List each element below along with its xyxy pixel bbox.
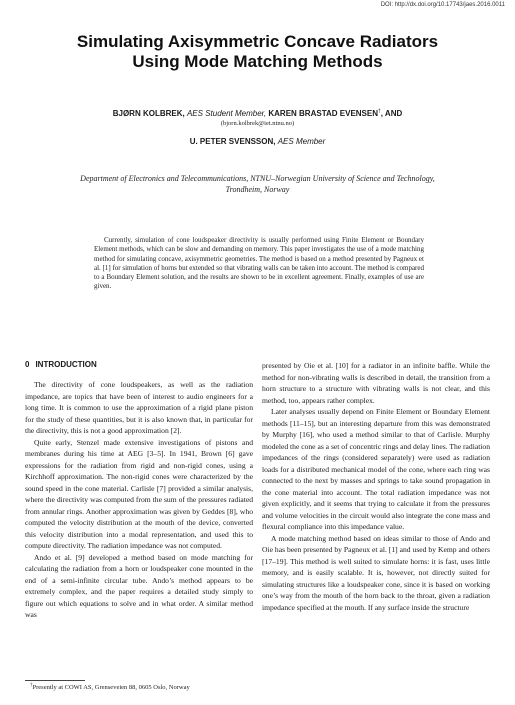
- body-paragraph: Quite early, Stenzel made extensive investigations of pistons and membranes during his time at AEG [3–5]. In 1941, Brown [6] gave expressions for the radiation from rigid and non-rigid cones, using a Kirchhoff approximation. The non-rigid cones were characterized by the sound speed in the cone material. Carlisle [7] provided a similar analysis, where the directivity was computed from the sum of the pressures radiated from annular rings. Another approximation was given by Geddes [8], who computed the velocity distribution at the mouth of the device, converted this velocity distribution into a modal representation, and used this to compute directivity. The radiation impedance was not computed.: [25, 437, 253, 550]
- author-email[interactable]: (bjorn.kolbrek@iet.ntnu.no): [220, 120, 295, 127]
- author-3-name: U. PETER SVENSSON,: [189, 137, 276, 146]
- author-1-role: AES Student Member,: [186, 109, 267, 118]
- affiliation-line-2: Trondheim, Norway: [225, 185, 290, 194]
- author-line: [30, 108, 485, 119]
- body-paragraph: presented by Oie et al. [10] for a radiator in an infinite baffle. While the method for non-vibrating walls is described in detail, the transition from a horn structure to a structure with vibrating walls is not clear, and this method, too, appears rather complex.: [262, 361, 490, 405]
- footnote-mark: †: [30, 682, 33, 688]
- abstract: Currently, simulation of cone loudspeaker directivity is usually performed using Finite Element or Boundary Element methods, which can be slow and demanding on memory. This paper investigates the use of a mode matching method for simulating concave, axisymmetric geometries. The method is based on a method presented by Pagneux et al. [1] for simulation of horns but extended so that vibrating walls can be taken into account. The method is compared to a Boundary Element solution, and the results are shown to be in excellent agreement. Finally, examples of use are given.: [94, 236, 424, 291]
- title-line-1: Simulating Axisymmetric Concave Radiators: [76, 32, 439, 51]
- body-paragraph: The directivity of cone loudspeakers, as well as the radiation impedance, are topics that have been of interest to audio engineers for a long time. It is common to use the approximation of a rigid plane piston for the study of these quantities, but it is also known that, in particular for the directivity, this is not a good approximation [2].: [25, 380, 253, 435]
- section-title: INTRODUCTION: [35, 360, 97, 369]
- body-paragraph: A mode matching method based on ideas similar to those of Ando and Oie has been presented by Pagneux et al. [1] and used by Kemp and others [17–19]. This method is well suited to simulate horns: it is fast, uses little memory, and is easily scalable. It is, however, not directly suited for simulating structures like a loudspeaker cone, since it is based on working one’s way from the mouth of the horn back to the throat, given a radiation impedance specified at the mouth. If any surface inside the structure: [262, 533, 490, 612]
- section-number: 0: [25, 360, 30, 369]
- affiliation: [40, 173, 475, 195]
- right-column: [262, 360, 490, 613]
- author-3-role: AES Member: [277, 137, 326, 146]
- author-2-mark: †: [378, 108, 381, 115]
- affiliation-line-1: Department of Electronics and Telecommunications, NTNU–Norwegian University of Science and Technology,: [80, 174, 435, 183]
- paper-title: [30, 32, 485, 72]
- author-2-name: KAREN BRASTAD EVENSEN: [268, 109, 378, 118]
- title-line-2: Using Mode Matching Methods: [132, 52, 383, 71]
- left-column: [25, 360, 253, 621]
- body-paragraph: Ando et al. [9] developed a method based on mode matching for calculating the radiation from a horn or loudspeaker cone mounted in the end of a semi-infinite circular tube. Ando’s method appears to be extremely complex, and the paper requires a detailed study simply to figure out which equations to solve and in what order. A similar method was: [25, 552, 253, 619]
- section-heading: [25, 360, 253, 370]
- author-line-2: [30, 137, 485, 146]
- footnote-text: Presently at COWI AS, Grenseveien 88, 0605 Oslo, Norway: [32, 684, 190, 691]
- author-1-name: BJØRN KOLBREK,: [112, 109, 185, 118]
- doi-line[interactable]: DOI: http://dx.doi.org/10.17743/jaes.2016.0011: [380, 2, 505, 8]
- body-paragraph: Later analyses usually depend on Finite Element or Boundary Element methods [11–15], but an interesting departure from this was demonstrated by Murphy [16], who used a method similar to that of Carlisle. Murphy modeled the cone as a set of concentric rings and delay lines. The radiation impedances of the rings (considered separately) were used as radiation loads for a distributed mechanical model of the cone, where each ring was connected to the next by masses and springs to take sound propagation in the cone material into account. The total radiation impedance was not given explicitly, and it seems that trying to calculate it from the pressures and volume velocities in the circuit would also integrate the cone mass and flexural compliance into this impedance value.: [262, 407, 491, 531]
- footnote: [30, 684, 255, 692]
- footnote-divider: [25, 680, 85, 681]
- author-and: , AND: [380, 109, 403, 118]
